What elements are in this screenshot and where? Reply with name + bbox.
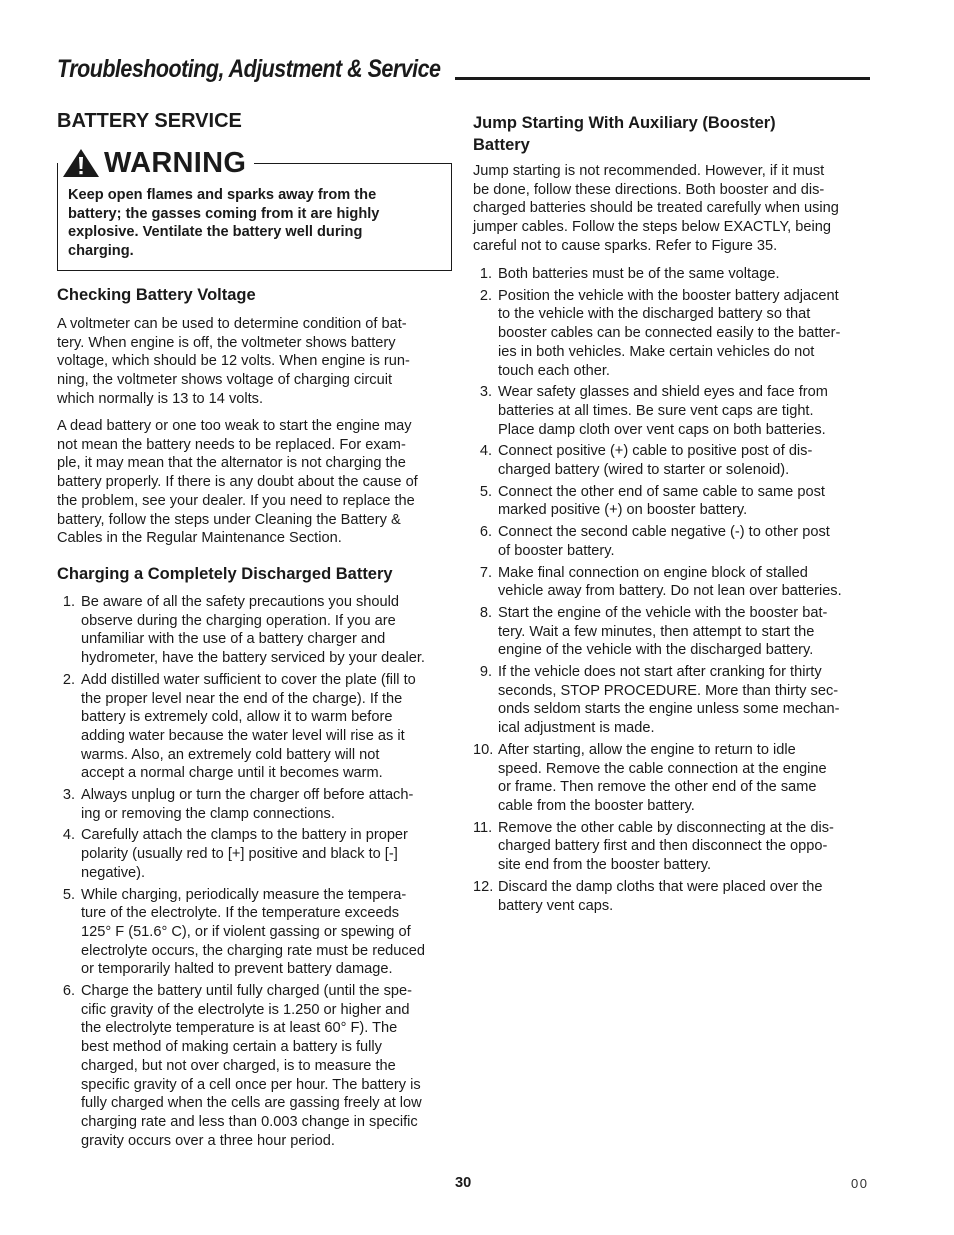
text-line: accept a normal charge until it becomes warm. [81, 765, 383, 782]
text-line: ing or removing the clamp connections. [81, 805, 335, 822]
text-line: to the vehicle with the discharged battery so that [498, 306, 811, 323]
text-line: engine of the vehicle with the discharged battery. [498, 642, 814, 659]
text-line: ture of the electrolyte. If the temperature exceeds [81, 905, 399, 922]
text-line: careful not to cause sparks. Refer to Figure 35. [473, 237, 778, 254]
text-line: vehicle away from battery. Do not lean over batteries. [498, 583, 842, 600]
text-line: Add distilled water sufficient to cover the plate (fill to [81, 671, 416, 688]
text-line: battery, follow the steps under Cleaning the Battery & [57, 511, 401, 528]
heading-line: Jump Starting With Auxiliary (Booster) [473, 114, 776, 132]
footer-code: 00 [851, 1176, 869, 1191]
list-item-number: 6. [62, 983, 75, 1000]
list-item [473, 878, 873, 915]
text-line: battery vent caps. [498, 897, 614, 914]
list-item [57, 982, 457, 1150]
text-line: adding water because the water level will rise as it [81, 727, 405, 744]
text-line: Connect positive (+) cable to positive post of dis- [498, 443, 813, 460]
text-line: which normally is 13 to 14 volts. [57, 390, 264, 407]
text-line: While charging, periodically measure the tempera- [81, 886, 407, 903]
text-line: observe during the charging operation. If you are [81, 612, 396, 629]
list-item-number: 1. [62, 594, 75, 610]
text-line: the electrolyte temperature is at least 60° F). The [81, 1020, 398, 1037]
list-item-number: 4. [62, 827, 75, 844]
text-line: the proper level near the end of the charge). If the [81, 690, 403, 707]
text-line: Connect the other end of same cable to same post [498, 483, 825, 500]
list-item [57, 886, 457, 980]
list-item [473, 523, 873, 560]
list-item [57, 786, 457, 823]
text-line: Charge the battery until fully charged (until the spe- [81, 983, 412, 1000]
header-rule [455, 77, 870, 80]
list-item-number: 2. [62, 671, 75, 688]
list-item-number: 10. [473, 741, 494, 758]
text-line: charged battery first and then disconnect the oppo- [498, 838, 828, 855]
list-item [473, 442, 873, 479]
list-item [57, 593, 457, 668]
text-line: Wear safety glasses and shield eyes and face from [498, 384, 828, 401]
text-line: be done, follow these directions. Both booster and dis- [473, 181, 825, 198]
warning-label [58, 146, 254, 180]
checking-voltage-heading: Checking Battery Voltage [57, 286, 256, 304]
text-line: Carefully attach the clamps to the battery in proper [81, 827, 408, 844]
text-line: fully charged when the cells are gassing freely at low [81, 1095, 422, 1112]
jump-starting-heading [473, 112, 776, 156]
text-line: warms. Also, an extremely cold battery will not [81, 746, 380, 763]
text-line: specific gravity of a cell once per hour. The battery is [81, 1076, 421, 1093]
text-line: touch each other. [498, 362, 610, 379]
text-line: site end from the booster battery. [498, 857, 712, 874]
list-item-number: 8. [479, 604, 492, 621]
page-title: Troubleshooting, Adjustment & Service [57, 55, 441, 83]
text-line: A dead battery or one too weak to start the engine may [57, 418, 412, 434]
list-item [473, 265, 873, 284]
text-line: battery is extremely cold, allow it to warm before [81, 709, 393, 726]
text-line: If the vehicle does not start after cranking for thirty [498, 664, 822, 681]
text-line: seconds, STOP PROCEDURE. More than thirty sec- [498, 682, 839, 699]
list-item-number: 2. [479, 287, 492, 304]
page-number: 30 [455, 1175, 472, 1191]
list-item [473, 287, 873, 381]
text-line: After starting, allow the engine to return to idle [498, 741, 796, 758]
text-line: charged battery (wired to starter or solenoid). [498, 462, 790, 479]
text-line: jumper cables. Follow the steps below EXACTLY, being [473, 219, 832, 236]
text-line: charged batteries should be treated carefully when using [473, 200, 839, 217]
list-item-number: 3. [62, 787, 75, 804]
text-line: electrolyte occurs, the charging rate must be reduced [81, 942, 425, 959]
list-item [473, 564, 873, 601]
text-line: Remove the other cable by disconnecting at the dis- [498, 819, 834, 836]
text-line: onds seldom starts the engine unless some mechan- [498, 701, 840, 718]
warning-text [68, 186, 443, 261]
warning-line: battery; the gasses coming from it are highly [68, 205, 380, 222]
list-item-number: 11. [473, 819, 493, 836]
jump-starting-intro [473, 162, 873, 256]
text-line: Be aware of all the safety precautions you should [81, 594, 400, 610]
text-line: A voltmeter can be used to determine condition of bat- [57, 316, 407, 332]
text-line: hydrometer, have the battery serviced by your dealer. [81, 650, 425, 667]
heading-line: Battery [473, 136, 530, 154]
list-item [473, 604, 873, 660]
text-line: Always unplug or turn the charger off before attach- [81, 787, 414, 804]
text-line: marked positive (+) on booster battery. [498, 502, 748, 519]
list-item [473, 483, 873, 520]
list-item-number: 12. [473, 878, 494, 895]
text-line: ies in both vehicles. Make certain vehicles do not [498, 343, 815, 360]
text-line: best method of making certain a battery is fully [81, 1039, 382, 1056]
checking-voltage-paragraph-2 [57, 417, 453, 548]
list-item [57, 826, 457, 882]
list-item [57, 671, 457, 783]
section-title: BATTERY SERVICE [57, 110, 242, 132]
warning-line: explosive. Ventilate the battery well during [68, 224, 363, 241]
text-line: tery. Wait a few minutes, then attempt to start the [498, 623, 815, 640]
text-line: ning, the voltmeter shows voltage of charging circuit [57, 372, 393, 389]
text-line: polarity (usually red to [+] positive and black to [-] [81, 846, 398, 863]
text-line: Cables in the Regular Maintenance Section. [57, 530, 342, 547]
checking-voltage-paragraph-1 [57, 315, 453, 409]
text-line: charging rate and less than 0.003 change in specific [81, 1113, 418, 1130]
text-line: Make final connection on engine block of stalled [498, 564, 808, 581]
list-item [473, 819, 873, 875]
text-line: Connect the second cable negative (-) to other post [498, 524, 830, 541]
text-line: of booster battery. [498, 542, 615, 559]
list-item-number: 9. [479, 664, 492, 681]
jump-steps-list [473, 265, 873, 918]
list-item [473, 741, 873, 816]
list-item-number: 1. [479, 266, 492, 282]
text-line: not mean the battery needs to be replaced. For exam- [57, 436, 406, 453]
text-line: battery properly. If there is any doubt about the cause of [57, 474, 418, 491]
text-line: negative). [81, 864, 146, 881]
text-line: Jump starting is not recommended. However, if it must [473, 163, 825, 179]
warning-triangle-icon [62, 148, 100, 178]
text-line: Position the vehicle with the booster battery adjacent [498, 287, 839, 304]
warning-line: charging. [68, 243, 134, 260]
text-line: Start the engine of the vehicle with the booster bat- [498, 604, 828, 621]
text-line: Discard the damp cloths that were placed over the [498, 878, 823, 895]
list-item-number: 7. [479, 564, 492, 581]
text-line: gravity occurs over a three hour period. [81, 1132, 335, 1149]
text-line: Both batteries must be of the same voltage. [498, 266, 780, 282]
warning-line: Keep open flames and sparks away from the [68, 187, 377, 203]
text-line: speed. Remove the cable connection at the engine [498, 760, 827, 777]
list-item-number: 6. [479, 524, 492, 541]
text-line: charged, but not over charged, is to measure the [81, 1057, 396, 1074]
text-line: Place damp cloth over vent caps on both batteries. [498, 421, 826, 438]
text-line: 125° F (51.6° C), or if violent gassing or spewing of [81, 923, 411, 940]
text-line: the problem, see your dealer. If you need to replace the [57, 492, 415, 509]
text-line: ple, it may mean that the alternator is not charging the [57, 455, 406, 472]
text-line: ical adjustment is made. [498, 720, 655, 737]
list-item-number: 3. [479, 384, 492, 401]
list-item-number: 5. [62, 886, 75, 903]
list-item [473, 663, 873, 738]
charging-steps-list [57, 593, 457, 1153]
text-line: batteries at all times. Be sure vent caps are tight. [498, 402, 814, 419]
list-item-number: 4. [479, 443, 492, 460]
text-line: or temporarily halted to prevent battery damage. [81, 961, 393, 978]
warning-word: WARNING [104, 146, 247, 179]
list-item [473, 383, 873, 439]
charging-heading: Charging a Completely Discharged Battery [57, 565, 393, 583]
text-line: tery. When engine is off, the voltmeter shows battery [57, 334, 396, 351]
text-line: or frame. Then remove the other end of the same [498, 779, 817, 796]
list-item-number: 5. [479, 483, 492, 500]
text-line: voltage, which should be 12 volts. When engine is run- [57, 353, 410, 370]
text-line: unfamiliar with the use of a battery charger and [81, 631, 386, 648]
text-line: cific gravity of the electrolyte is 1.250 or higher and [81, 1001, 410, 1018]
text-line: cable from the booster battery. [498, 797, 695, 814]
page-header [57, 52, 870, 84]
text-line: booster cables can be connected easily to the batter- [498, 325, 841, 342]
